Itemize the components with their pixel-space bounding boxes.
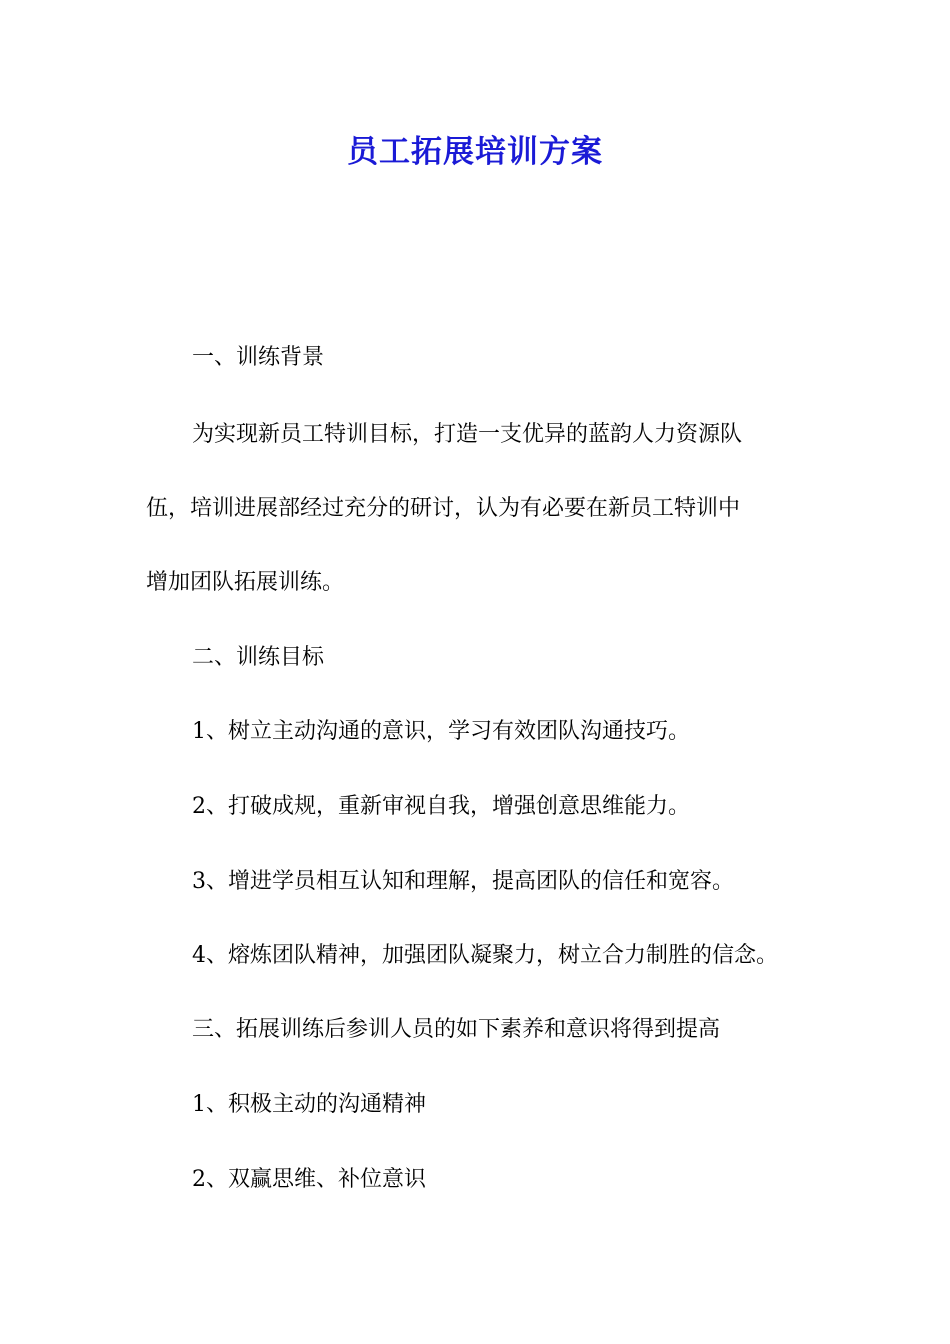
list-item: 2、打破成规，重新审视自我，增强创意思维能力。 <box>192 794 690 819</box>
section-heading-goals: 二、训练目标 <box>192 645 325 670</box>
list-item: 1、树立主动沟通的意识，学习有效团队沟通技巧。 <box>192 719 690 744</box>
list-item: 1、积极主动的沟通精神 <box>192 1092 426 1117</box>
section-heading-background: 一、训练背景 <box>192 345 325 370</box>
paragraph-line: 为实现新员工特训目标，打造一支优异的蓝韵人力资源队 <box>192 422 743 447</box>
list-item: 4、熔炼团队精神，加强团队凝聚力，树立合力制胜的信念。 <box>192 943 778 968</box>
document-title: 员工拓展培训方案 <box>347 134 603 170</box>
paragraph-line: 增加团队拓展训练。 <box>146 570 345 595</box>
list-item: 3、增进学员相互认知和理解，提高团队的信任和宽容。 <box>192 869 734 894</box>
section-heading-outcomes: 三、拓展训练后参训人员的如下素养和意识将得到提高 <box>192 1017 721 1042</box>
list-item: 2、双赢思维、补位意识 <box>192 1167 426 1192</box>
paragraph-line: 伍，培训进展部经过充分的研讨，认为有必要在新员工特训中 <box>146 496 741 521</box>
